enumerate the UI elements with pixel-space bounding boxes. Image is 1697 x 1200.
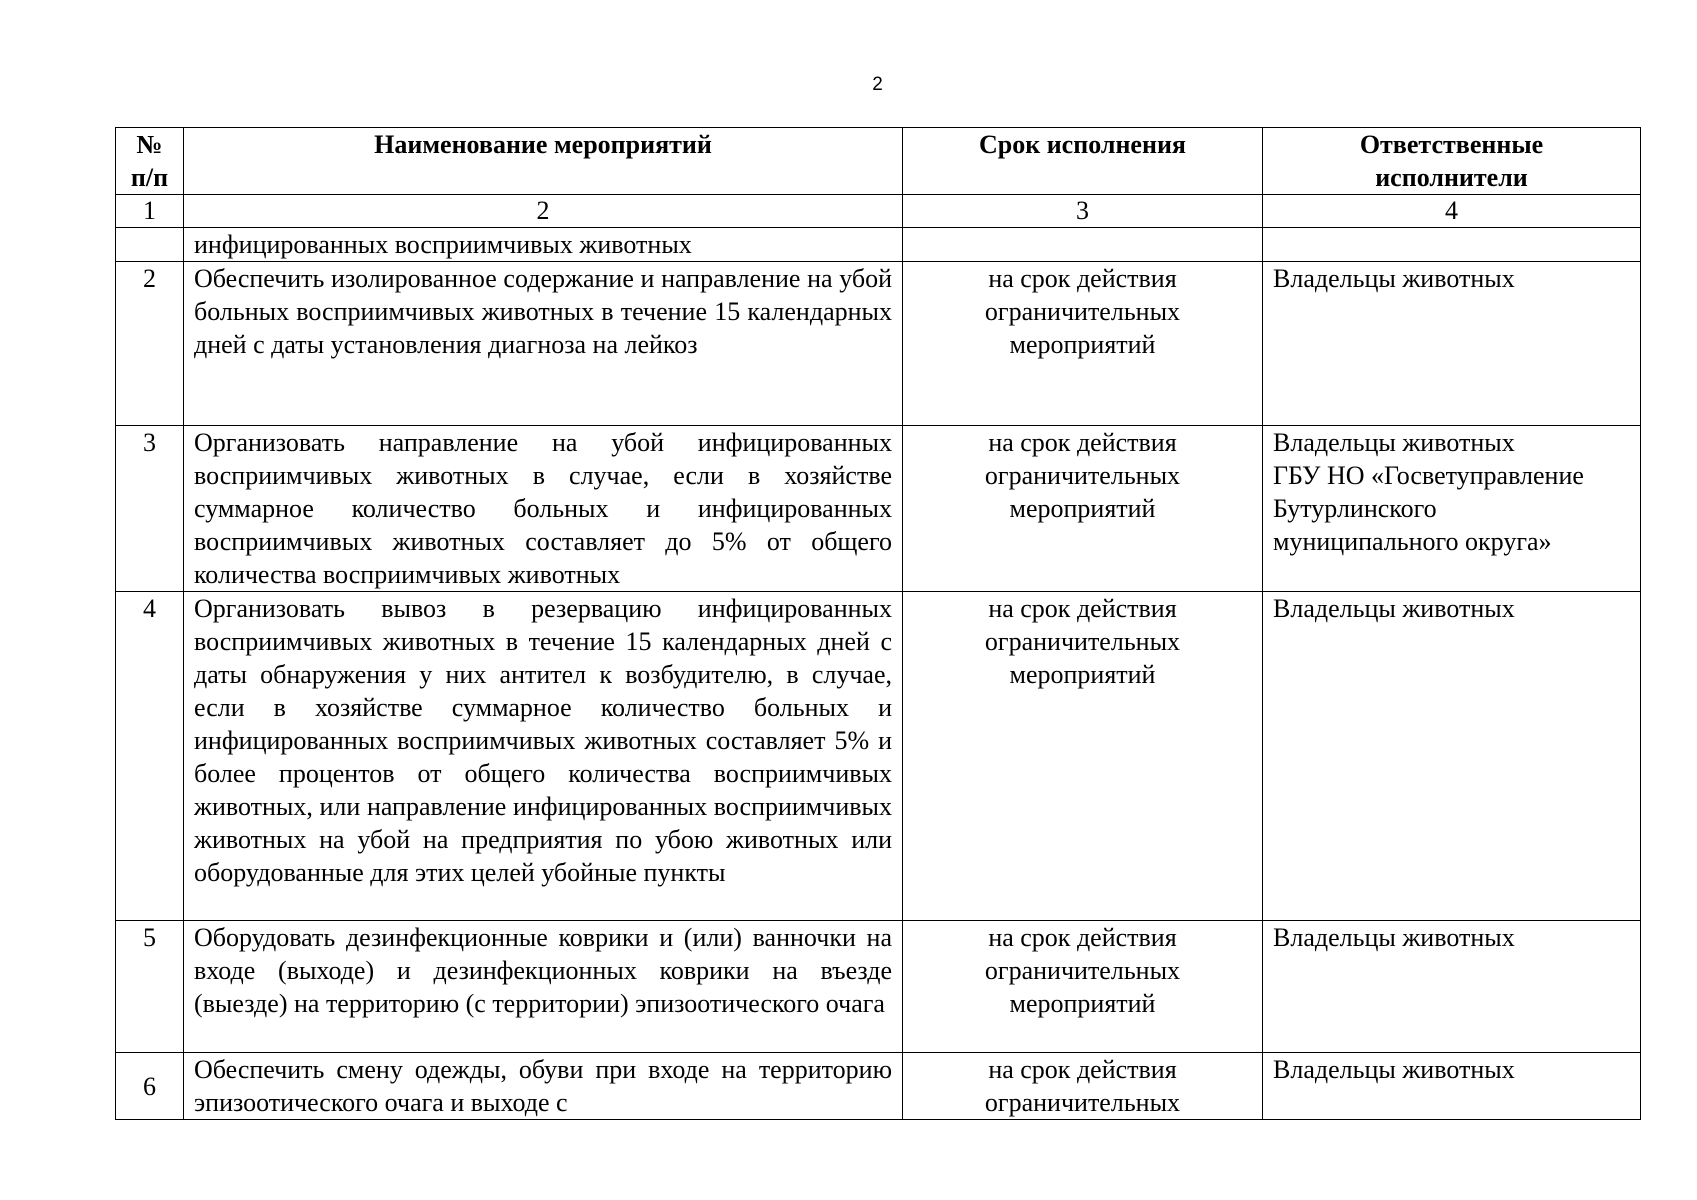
responsible-line: ГБУ НО «Госветуправление [1273,461,1584,490]
table-row [116,921,1641,1053]
responsible-line: муниципального округа» [1273,527,1552,556]
header-num-line-2: п/п [130,163,169,192]
responsible-line: Владельцы животных [1273,594,1515,623]
row-measure-cell: Оборудовать дезинфекционные коврики и (или) ванночки на входе (выходе) и дезинфекционных коврики на въезде (выезде) на территорию (с территории) эпизоотического очага [184,921,903,1053]
header-num-line-1: № [136,130,163,159]
table-header-row [116,128,1641,195]
term-line: на срок действия [988,923,1177,952]
row-responsible-cell [1263,921,1641,1053]
term-line: ограничительных [984,1088,1181,1117]
column-number-3: 3 [903,195,1263,228]
row-term-cell [903,426,1263,592]
row-term-cell [903,1053,1263,1120]
row-term-cell [903,262,1263,426]
term-line: на срок действия [988,264,1177,293]
table-row [116,262,1641,426]
header-term: Срок исполнения [903,128,1263,195]
header-measure: Наименование мероприятий [184,128,903,195]
row-num-cell [116,228,184,262]
term-line: на срок действия [988,1055,1177,1084]
row-num-cell: 4 [116,592,184,921]
row-num-cell: 6 [116,1053,184,1120]
row-term-cell [903,228,1263,262]
column-number-1: 1 [116,195,184,228]
row-measure-cell: Обеспечить смену одежды, обуви при входе на территорию эпизоотического очага и выходе с [184,1053,903,1120]
column-number-4: 4 [1263,195,1641,228]
table-row [116,1053,1641,1120]
term-line: на срок действия [988,428,1177,457]
row-measure-cell: инфицированных восприимчивых животных [184,228,903,262]
responsible-line: Владельцы животных [1273,264,1515,293]
row-term-cell [903,921,1263,1053]
table-row [116,426,1641,592]
table-row-continuation [116,228,1641,262]
header-num [116,128,184,195]
row-num-cell: 5 [116,921,184,1053]
column-number-2: 2 [184,195,903,228]
responsible-line: Бутурлинского [1273,494,1437,523]
row-responsible-cell [1263,228,1641,262]
row-responsible-cell [1263,262,1641,426]
row-responsible-cell [1263,592,1641,921]
row-num-cell: 2 [116,262,184,426]
header-responsible [1263,128,1641,195]
row-num-cell: 3 [116,426,184,592]
term-line: ограничительных [984,627,1181,656]
term-line: мероприятий [1009,989,1156,1018]
term-line: ограничительных [984,956,1181,985]
term-line: ограничительных [984,297,1181,326]
term-line: на срок действия [988,594,1177,623]
term-line: мероприятий [1009,330,1156,359]
header-responsible-line-1: Ответственные [1359,130,1544,159]
table-row [116,592,1641,921]
responsible-line: Владельцы животных [1273,923,1515,952]
responsible-line: Владельцы животных [1273,1055,1515,1084]
column-number-row [116,195,1641,228]
row-measure-cell: Организовать направление на убой инфицированных восприимчивых животных в случае, если в хозяйстве суммарное количество больных и инфицированных восприимчивых животных составляет до 5% от общего количества восприимчивых животных [184,426,903,592]
term-line: мероприятий [1009,660,1156,689]
row-measure-cell: Организовать вывоз в резервацию инфицированных восприимчивых животных в течение 15 календарных дней с даты обнаружения у них антител к возбудителю, в случае, если в хозяйстве суммарное количество больных и инфицированных восприимчивых животных составляет 5% и более процентов от общего количества восприимчивых животных, или направление инфицированных восприимчивых животных на убой на предприятия по убою животных или оборудованные для этих целей убойные пункты [184,592,903,921]
row-responsible-cell [1263,426,1641,592]
row-responsible-cell [1263,1053,1641,1120]
header-responsible-line-2: исполнители [1375,163,1528,192]
measures-table [115,127,1641,1120]
page-number: 2 [872,74,883,95]
term-line: ограничительных [984,461,1181,490]
term-line: мероприятий [1009,494,1156,523]
responsible-line: Владельцы животных [1273,428,1515,457]
row-term-cell [903,592,1263,921]
row-measure-cell: Обеспечить изолированное содержание и направление на убой больных восприимчивых животных в течение 15 календарных дней с даты установления диагноза на лейкоз [184,262,903,426]
